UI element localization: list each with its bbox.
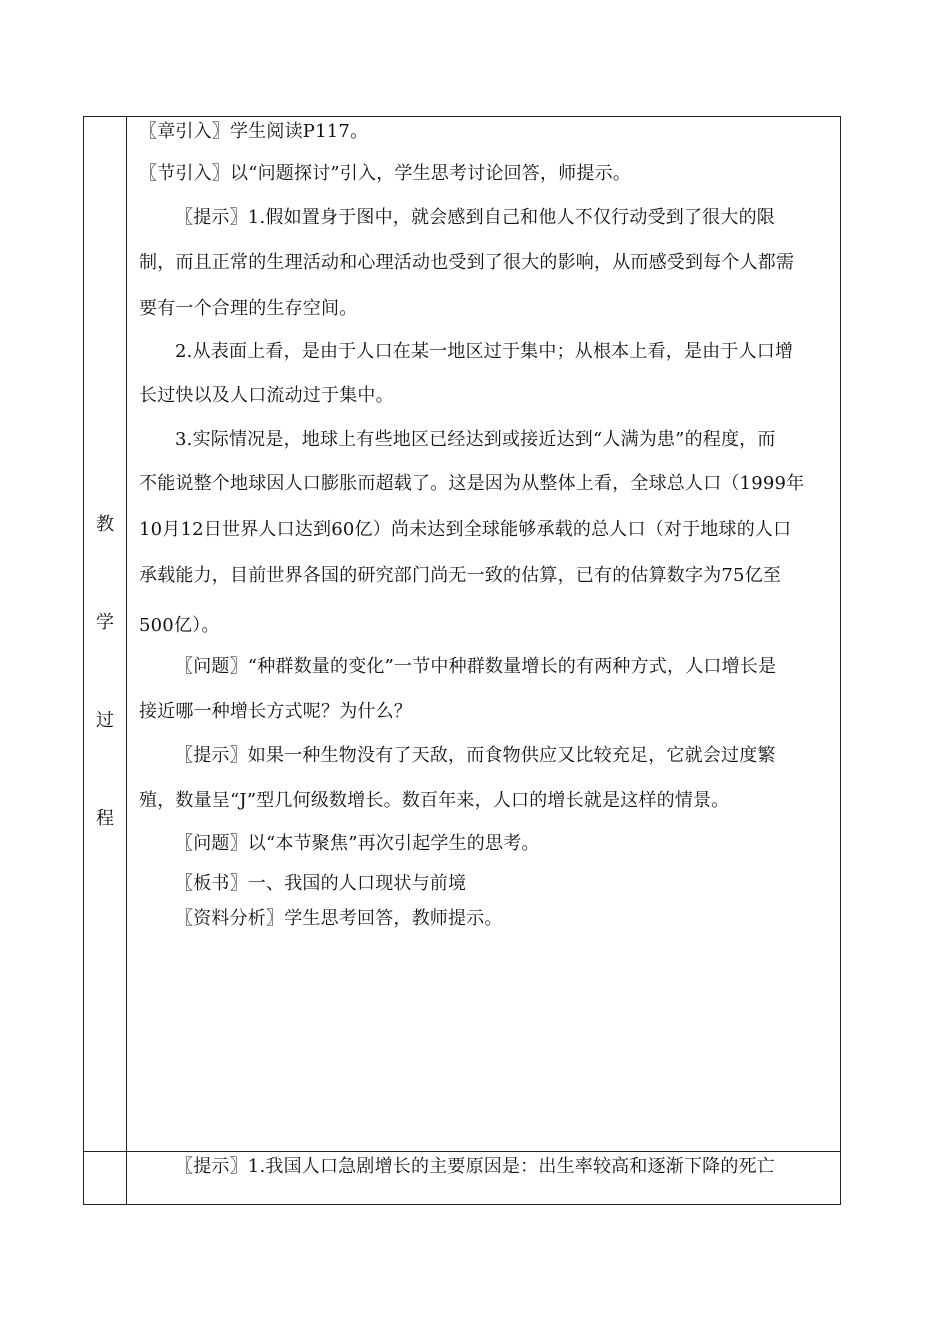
side-char: 程 [96, 808, 114, 829]
text-line: 〖提示〗1.假如置身于图中，就会感到自己和他人不仅行动受到了很大的限 [175, 207, 775, 228]
text-line: 〖问题〗以“本节聚焦”再次引起学生的思考。 [175, 833, 540, 854]
text-line: 500亿）。 [139, 615, 220, 636]
text-line: 〖章引入〗学生阅读P117。 [139, 121, 369, 142]
text-line: 要有一个合理的生存空间。 [139, 298, 358, 319]
content-cell [127, 117, 840, 1151]
side-char: 过 [96, 710, 114, 731]
text-line: 长过快以及人口流动过于集中。 [139, 385, 394, 406]
side-char: 教 [96, 514, 114, 535]
next-row [84, 1152, 840, 1204]
teaching-process-row [84, 117, 840, 1152]
text-line: 〖问题〗“种群数量的变化”一节中种群数量增长的有两种方式，人口增长是 [175, 656, 777, 677]
text-line: 10月12日世界人口达到60亿）尚未达到全球能够承载的总人口（对于地球的人口 [139, 519, 792, 540]
text-line: 2.从表面上看，是由于人口在某一地区过于集中；从根本上看，是由于人口增 [175, 341, 794, 362]
text-line: 〖资料分析〗学生思考回答，教师提示。 [175, 908, 503, 929]
next-content-cell [127, 1152, 840, 1204]
text-line: 殖，数量呈“J”型几何级数增长。数百年来，人口的增长就是这样的情景。 [139, 790, 730, 811]
text-line: 〖板书〗一、我国的人口现状与前境 [175, 873, 467, 894]
text-line: 承载能力，目前世界各国的研究部门尚无一致的估算，已有的估算数字为75亿至 [139, 565, 782, 586]
text-line: 制，而且正常的生理活动和心理活动也受到了很大的影响，从而感受到每个人都需 [139, 252, 795, 273]
text-line: 3.实际情况是，地球上有些地区已经达到或接近达到“人满为患”的程度，而 [175, 429, 776, 450]
text-line: 〖提示〗如果一种生物没有了天敌，而食物供应又比较充足，它就会过度繁 [175, 745, 776, 766]
side-empty-cell [84, 1152, 127, 1204]
side-char: 学 [96, 612, 114, 633]
side-label [84, 515, 126, 907]
text-line: 〖节引入〗以“问题探讨”引入，学生思考讨论回答，师提示。 [139, 163, 632, 184]
side-label-cell [84, 117, 127, 1151]
text-line: 接近哪一种增长方式呢？为什么？ [139, 701, 412, 722]
text-line: 不能说整个地球因人口膨胀而超载了。这是因为从整体上看，全球总人口（1999年 [139, 473, 805, 494]
text-line: 〖提示〗1.我国人口急剧增长的主要原因是：出生率较高和逐渐下降的死亡 [175, 1156, 775, 1177]
lesson-table [83, 116, 841, 1205]
